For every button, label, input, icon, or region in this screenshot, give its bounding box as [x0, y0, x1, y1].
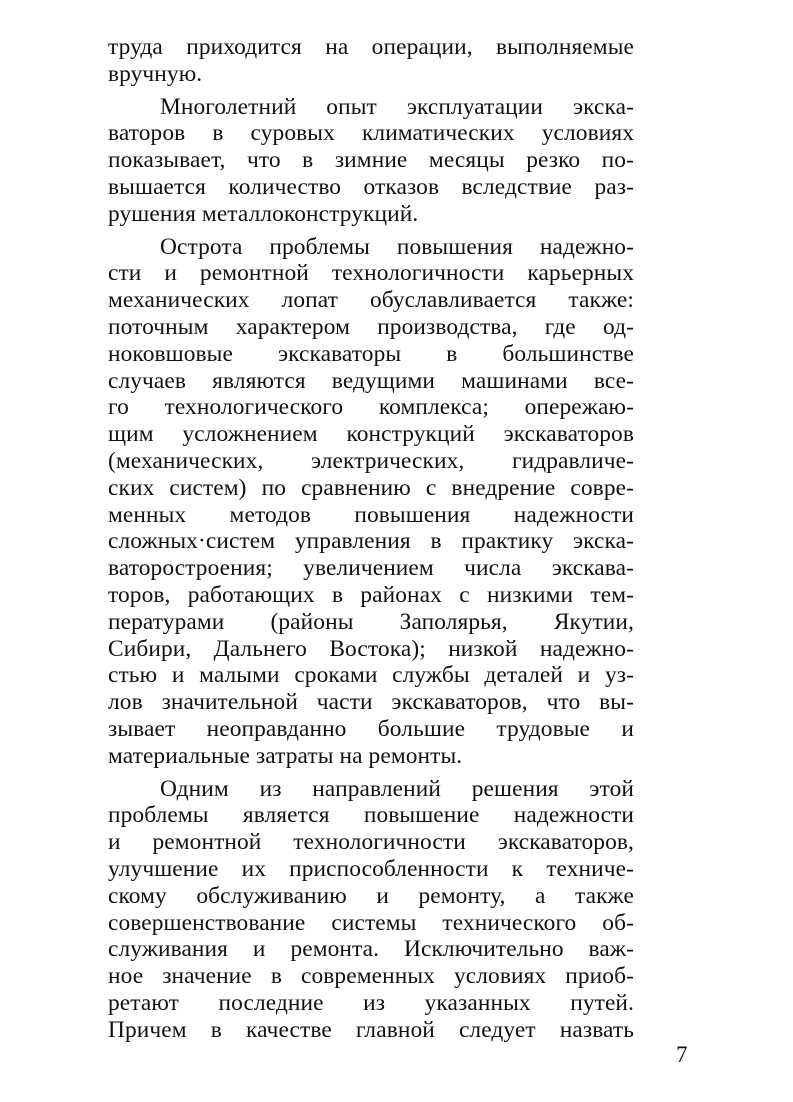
text-line: вышается количество отказов вследствие раз-: [108, 173, 634, 200]
text-line: поточным характером производства, где од-: [108, 313, 634, 340]
text-line: скому обслуживанию и ремонту, а также: [108, 882, 634, 909]
text-line: менных методов повышения надежности: [108, 501, 634, 528]
text-line: ретают последние из указанных путей.: [108, 989, 634, 1016]
text-line: рушения металлоконструкций.: [108, 200, 419, 227]
page-number: 7: [676, 1042, 688, 1067]
text-line: ваторов в суровых климатических условиях: [108, 120, 634, 147]
text-line: случаев являются ведущими машинами все-: [108, 367, 634, 394]
text-line: улучшение их приспособленности к техниче-: [108, 855, 634, 882]
text-line: пературами (районы Заполярья, Якутии,: [108, 608, 634, 635]
text-line: щим усложнением конструкций экскаваторов: [108, 421, 634, 448]
text-line: Острота проблемы повышения надежно-: [160, 233, 634, 260]
text-line: труда приходится на операции, выполняемые: [108, 34, 634, 60]
page-body: [108, 34, 634, 1043]
paragraph-1: [108, 34, 634, 88]
text-line: Одним из направлений решения этой: [160, 775, 634, 802]
text-line: лов значительной части экскаваторов, что вы-: [108, 689, 634, 716]
text-line: ваторостроения; увеличением числа экскава-: [108, 555, 634, 582]
paragraph-4: [108, 776, 634, 1044]
text-line: ских систем) по сравнению с внедрение совре-: [108, 474, 634, 501]
text-line: го технологического комплекса; опережаю-: [108, 394, 634, 421]
text-line: проблемы является повышение надежности: [108, 802, 634, 829]
paragraph-3: [108, 234, 634, 770]
text-line: ноковшовые экскаваторы в большинстве: [108, 340, 634, 367]
paragraph-2: [108, 94, 634, 228]
text-line: и ремонтной технологичности экскаваторов,: [108, 829, 634, 856]
text-line: сти и ремонтной технологичности карьерных: [108, 260, 634, 287]
text-line: совершенствование системы технического об-: [108, 909, 634, 936]
text-line: стью и малыми сроками службы деталей и уз-: [108, 662, 634, 689]
text-line: Причем в качестве главной следует назвать: [108, 1016, 634, 1043]
text-line: материальные затраты на ремонты.: [108, 742, 463, 769]
text-line: Сибири, Дальнего Востока); низкой надежно-: [108, 635, 634, 662]
text-line: сложных·систем управления в практику экска-: [108, 528, 634, 555]
text-line: служивания и ремонта. Исключительно важ-: [108, 936, 634, 963]
text-line: (механических, электрических, гидравличе-: [108, 447, 634, 474]
text-line: показывает, что в зимние месяцы резко по-: [108, 147, 634, 174]
text-line: ное значение в современных условиях приоб-: [108, 963, 634, 990]
text-line: торов, работающих в районах с низкими тем-: [108, 581, 634, 608]
text-line: механических лопат обуславливается также:: [108, 287, 634, 314]
text-line: вручную.: [108, 60, 203, 87]
text-line: зывает неоправданно большие трудовые и: [108, 715, 634, 742]
text-line: Многолетний опыт эксплуатации экска-: [160, 93, 634, 120]
